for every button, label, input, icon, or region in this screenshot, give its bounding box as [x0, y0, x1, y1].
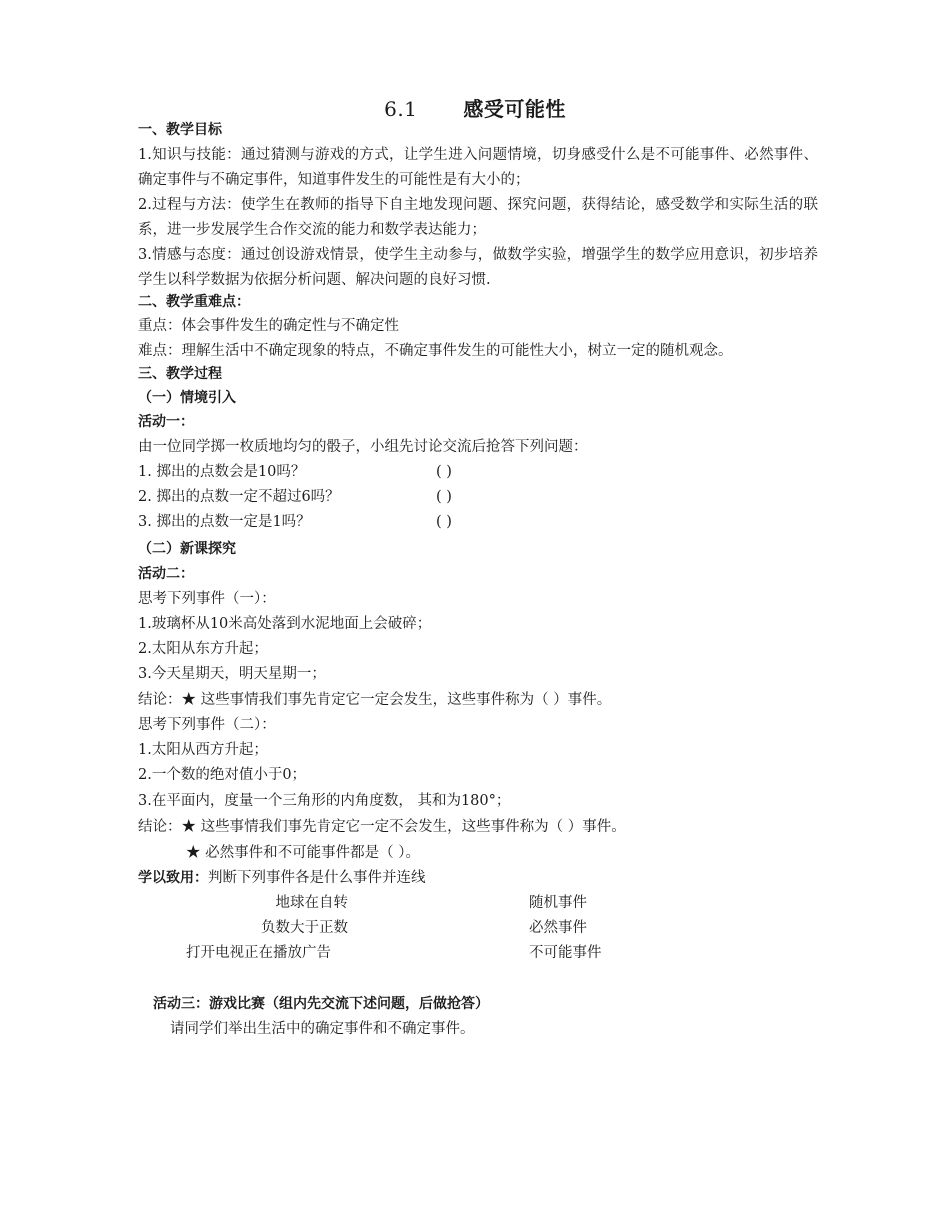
conclusion-3: ★ 必然事件和不可能事件都是（ ）。 — [186, 845, 420, 861]
question-2 — [138, 485, 818, 510]
part2-heading: （二）新课探究 — [138, 541, 236, 557]
goal-1: 1.知识与技能：通过猜测与游戏的方式，让学生进入问题情境，切身感受什么是不可能事件、必然事件、确定事件与不确定事件，知道事件发生的可能性是有大小的； — [138, 147, 818, 188]
goals-heading: 一、教学目标 — [138, 122, 222, 138]
apply-line — [138, 866, 818, 891]
think2-heading: 思考下列事件（二）： — [138, 717, 276, 733]
think2-item-2: 2.一个数的绝对值小于0； — [138, 767, 307, 783]
conclusion-1: 结论：★ 这些事情我们事先肯定它一定会发生，这些事件称为（ ）事件。 — [138, 692, 612, 708]
think1-heading: 思考下列事件（一）： — [138, 591, 276, 607]
think1-item-3: 3.今天星期天，明天星期一； — [138, 666, 326, 682]
question-2-text: 2. 掷出的点数一定不超过6吗？ — [138, 489, 340, 505]
apply-text: 判断下列事件各是什么事件并连线 — [208, 870, 426, 886]
conclusion-2: 结论：★ 这些事情我们事先肯定它一定不会发生，这些事件称为（ ）事件。 — [138, 819, 626, 835]
activity2-heading: 活动二： — [138, 566, 194, 582]
goal-2: 2.过程与方法：使学生在教师的指导下自主地发现问题、探究问题，获得结论，感受数学和实际生活的联系，进一步发展学生合作交流的能力和数学表达能力； — [138, 197, 818, 238]
activity1-heading: 活动一： — [138, 414, 194, 430]
think2-item-1: 1.太阳从西方升起； — [138, 742, 268, 758]
question-1 — [138, 460, 818, 485]
match-left-2: 负数大于正数 — [261, 920, 348, 936]
process-heading: 三、教学过程 — [138, 366, 222, 382]
title-number: 6.1 — [384, 97, 418, 121]
match-right-3: 不可能事件 — [529, 945, 602, 961]
match-left-1: 地球在自转 — [275, 895, 348, 911]
key-heading: 二、教学重难点： — [138, 294, 250, 310]
title-text: 感受可能性 — [463, 97, 566, 121]
question-1-text: 1. 掷出的点数会是10吗？ — [138, 464, 306, 480]
goal-3: 3.情感与态度：通过创设游戏情景，使学生主动参与，做数学实验，增强学生的数学应用意识，初步培养学生以科学数据为依据分析问题、解决问题的良好习惯. — [138, 247, 818, 288]
think2-item-3: 3.在平面内，度量一个三角形的内角度数， 其和为180°； — [138, 793, 511, 809]
key-point: 重点：体会事件发生的确定性与不确定性 — [138, 318, 399, 334]
question-3-text: 3. 掷出的点数一定是1吗？ — [138, 514, 311, 530]
question-1-answer: ( ) — [436, 464, 452, 480]
question-2-answer: ( ) — [436, 489, 452, 505]
difficult-point: 难点：理解生活中不确定现象的特点，不确定事件发生的可能性大小，树立一定的随机观念。 — [138, 343, 733, 359]
think1-item-2: 2.太阳从东方升起； — [138, 641, 268, 657]
activity1-intro: 由一位同学掷一枚质地均匀的骰子，小组先讨论交流后抢答下列问题： — [138, 439, 588, 455]
match-left-3: 打开电视正在播放广告 — [186, 945, 331, 961]
question-3 — [138, 510, 818, 535]
activity3-text: 请同学们举出生活中的确定事件和不确定事件。 — [170, 1021, 475, 1037]
match-right-1: 随机事件 — [529, 895, 587, 911]
part1-heading: （一）情境引入 — [138, 390, 236, 406]
match-right-2: 必然事件 — [529, 920, 587, 936]
think1-item-1: 1.玻璃杯从10米高处落到水泥地面上会破碎； — [138, 616, 432, 632]
question-3-answer: ( ) — [436, 514, 452, 530]
apply-heading: 学以致用： — [138, 870, 208, 886]
activity3-heading: 活动三：游戏比赛（组内先交流下述问题，后做抢答） — [153, 996, 489, 1012]
